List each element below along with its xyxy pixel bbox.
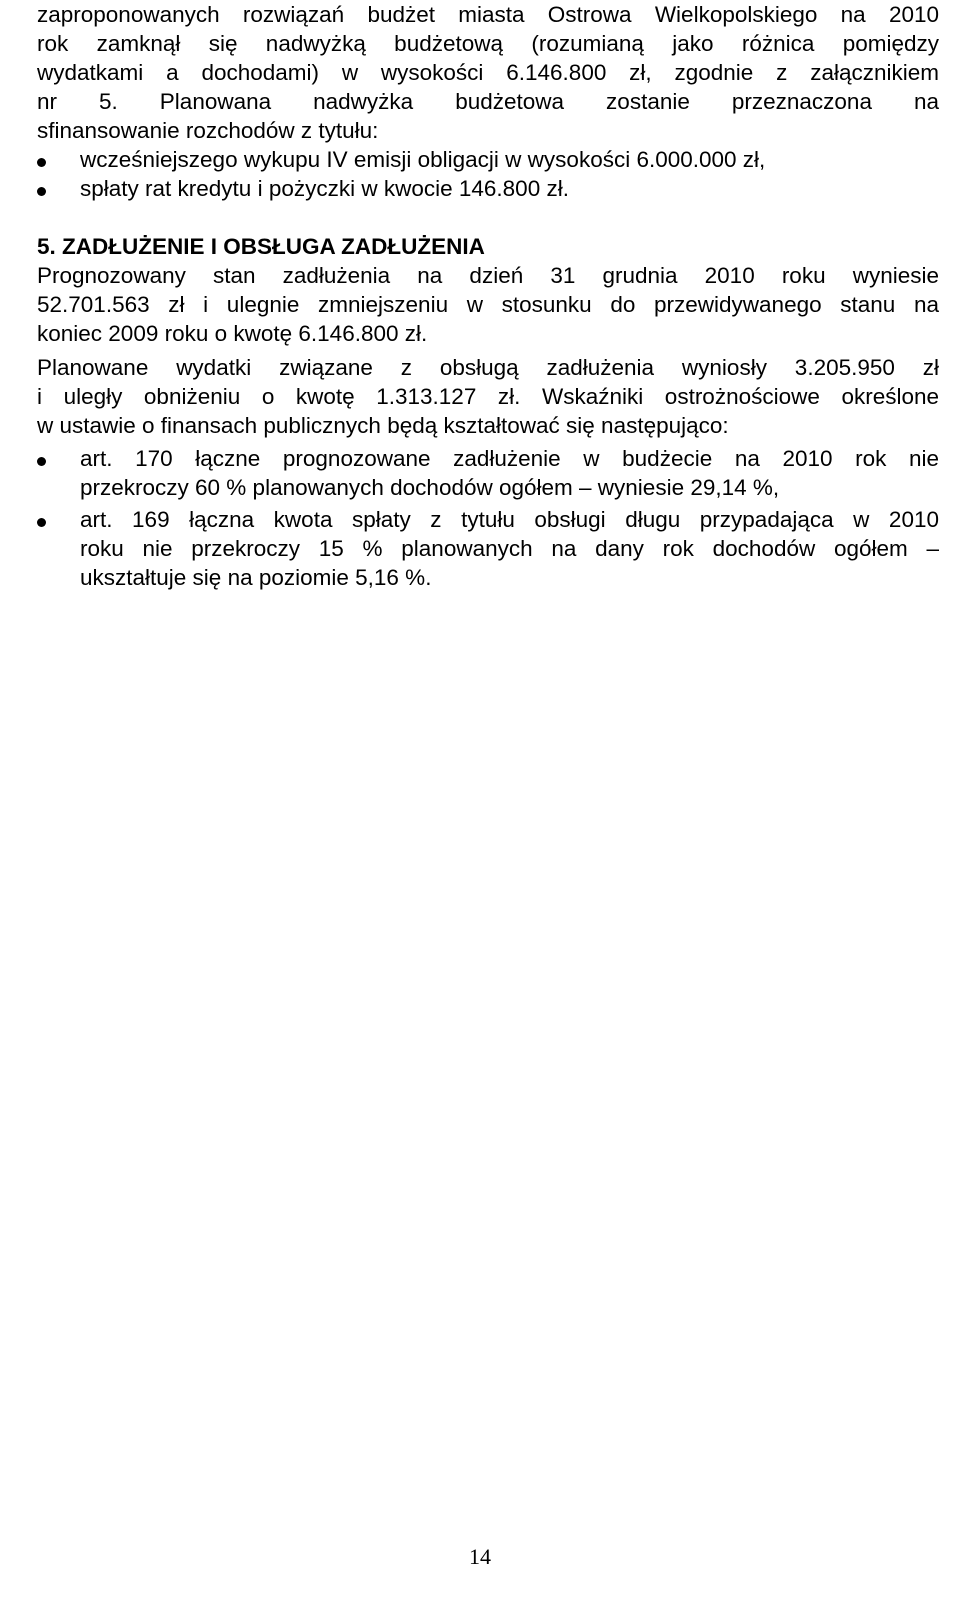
bullet-icon [37, 187, 46, 196]
intro-line: wydatkami a dochodami) w wysokości 6.146.800 zł, zgodnie z załącznikiem [37, 60, 939, 85]
section-bullet-line: przekroczy 60 % planowanych dochodów ogółem – wyniesie 29,14 %, [80, 475, 780, 500]
section-line: w ustawie o finansach publicznych będą kształtować się następująco: [37, 413, 729, 438]
section-bullet-line: ukształtuje się na poziomie 5,16 %. [80, 565, 432, 590]
bullet-icon [37, 158, 46, 167]
bullet-icon [37, 457, 46, 466]
intro-line: zaproponowanych rozwiązań budżet miasta Ostrowa Wielkopolskiego na 2010 [37, 2, 939, 27]
intro-line: sfinansowanie rozchodów z tytułu: [37, 118, 379, 143]
section-bullet-line: roku nie przekroczy 15 % planowanych na dany rok dochodów ogółem – [80, 536, 939, 561]
section-line: 52.701.563 zł i ulegnie zmniejszeniu w stosunku do przewidywanego stanu na [37, 292, 939, 317]
bullet-icon [37, 518, 46, 527]
intro-bullet-item: spłaty rat kredytu i pożyczki w kwocie 146.800 zł. [80, 176, 569, 201]
section-line: koniec 2009 roku o kwotę 6.146.800 zł. [37, 321, 428, 346]
section-heading: 5. ZADŁUŻENIE I OBSŁUGA ZADŁUŻENIA [37, 234, 485, 259]
section-bullet-line: art. 169 łączna kwota spłaty z tytułu obsługi długu przypadająca w 2010 [80, 507, 939, 532]
section-bullet-line: art. 170 łączne prognozowane zadłużenie w budżecie na 2010 rok nie [80, 446, 939, 471]
section-line: i uległy obniżeniu o kwotę 1.313.127 zł. Wskaźniki ostrożnościowe określone [37, 384, 939, 409]
section-line: Prognozowany stan zadłużenia na dzień 31 grudnia 2010 roku wyniesie [37, 263, 939, 288]
intro-bullet-item: wcześniejszego wykupu IV emisji obligacji w wysokości 6.000.000 zł, [80, 147, 766, 172]
page-number: 14 [469, 1544, 491, 1569]
section-line: Planowane wydatki związane z obsługą zadłużenia wyniosły 3.205.950 zł [37, 355, 939, 380]
intro-line: nr 5. Planowana nadwyżka budżetowa zostanie przeznaczona na [37, 89, 939, 114]
intro-line: rok zamknął się nadwyżką budżetową (rozumianą jako różnica pomiędzy [37, 31, 939, 56]
